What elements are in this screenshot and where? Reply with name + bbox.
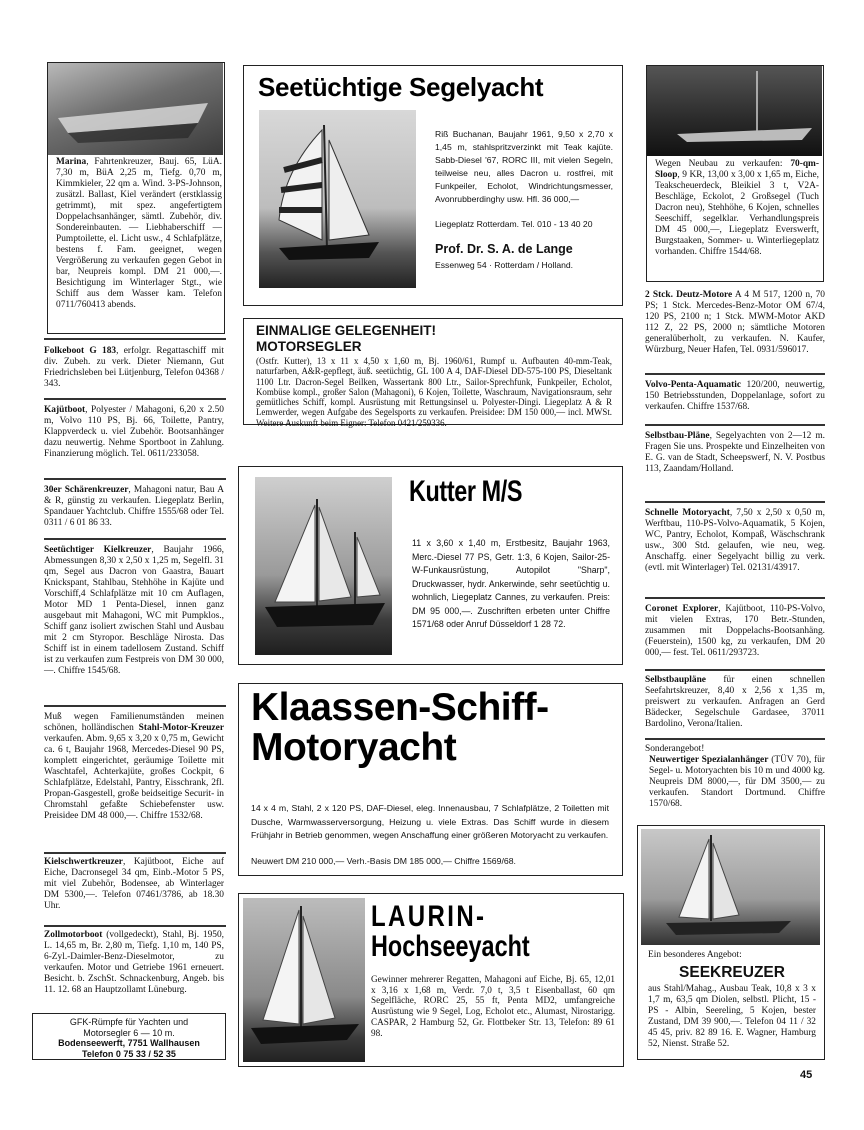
segelyacht-liegeplatz: Liegeplatz Rotterdam. Tel. 010 - 13 40 20 — [435, 219, 593, 229]
seekreuzer-title: SEEKREUZER — [679, 964, 785, 981]
stahlmotorkreuzer-ad: Muß wegen Familienumständen meinen schönen, holländischen Stahl-Motor-Kreuzer verkaufen. Abm. 9,65 x 3,20 x 0,75 m, Gewicht ca. 6 t, Baujahr 1968, Mercedes-Diesel 90 PS, komplett eingerichtet, geräumige Toilette mit Waschtafel, Achterkajüte, großes Cockpit, 6 Schlafplätze, Edelstahl, Pantry, Eisschrank, 2fl. Propan-Gasgestell, große beidseitige Securit- in Chromstahl gefaßte Schiebefenster usw. Preisidee DM 48 000,—. Chiffre 1532/68. — [44, 712, 224, 821]
klaassen-title1: Klaassen-Schiff- — [251, 686, 549, 729]
zollmotorboot-ad: Zollmotorboot (vollgedeckt), Stahl, Bj. 1950, L. 14,65 m, Br. 2,80 m, Tiefg. 1,10 m, 140 PS, 6-Zyl.-Daimler-Benz-Dieselmotor, zu verkaufen. Motor und Getriebe 1961 erneuert. Besicht. b. ZschSt. Schnackenburg, Angeb. bis 11. 12. 68 an Hauptzollamt Lüneburg. — [44, 930, 224, 995]
coronet-ad: Coronet Explorer, Kajütboot, 110-PS-Volvo, mit vielen Extras, 170 Betr.-Stunden, zusammen mit Doppelachs-Bootsanhäng. (Feuerstein), 1500 kg, zu verkaufen, DM 20 000,— fest. Tel. 0611/293723. — [645, 604, 825, 658]
motorsegler-ad — [243, 318, 623, 428]
laurin-title1: LAURIN- — [371, 900, 487, 933]
segelyacht-ad — [243, 65, 623, 306]
seekreuzer-pre: Ein besonderes Angebot: — [648, 950, 742, 960]
laurin-image-icon — [243, 898, 365, 1062]
klaassen-body: 14 x 4 m, Stahl, 2 x 120 PS, DAF-Diesel, eleg. Innenausbau, 7 Schlafplätze, 2 Toiletten mit Dusche, Warmwasserversorgung, Heizung u. viele Extras. Das Schiff wurde in diesem Frühjahr in Betrieb genommen, wegen Anschaffung einer größeren Motoryacht zu verkaufen. — [251, 803, 609, 840]
marina-text: Marina, Fahrtenkreuzer, Bauj. 65, LüA. 7,30 m, BüA 2,25 m, Tiefg. 0,70 m, Kimmkieler, 22 qm a. Wind. 3-PS-Johnson, zusätzl. Ballast, Kiel verändert (erstklassig getrimmt), mit spez. angefertigtem Doppelachsanhänger, sämtl. Zubehör, div. Sondereinbauten. — Liebhaberschiff — Pumptoilette, el. Licht usw., 4 Schlafplätze, bestens f. Fam. geeignet, wegen Vergrößerung zu verkaufen gegen Gebot in bar, Neupreis kompl. DM 21 000,—. Besichtigung im Winterlager Stgt., wie Schiff aus dem Wasser kam. Telefon 0711/760413 abends. — [56, 157, 222, 310]
segelyacht-body: Riß Buchanan, Baujahr 1961, 9,50 x 2,70 x 1,45 m, stahlspritzverzinkt mit Teak kajüte. Sabb-Diesel '67, RORC III, mit vielen Segeln, teilweise neu, alles Dacron u. rostfrei, mit Funkpeiler, Echolot, Windrichtungsmesser, Avonrubberdinghy usw. Hfl. 36 000,— — [435, 129, 613, 204]
kajuetboot-ad: Kajütboot, Polyester / Mahagoni, 6,20 x 2.50 m, Volvo 110 PS, Bj. 66, Toilette, Pantry, Klappverdeck u. viel Zubehör. Bootsanhänger dazu neuwertig. Nehme Sportboot in Zahlung. Finanzierung möglich. Tel. 0611/233058. — [44, 405, 224, 459]
laurin-photo — [243, 898, 365, 1062]
volvo-ad: Volvo-Penta-Aquamatic 120/200, neuwertig, 150 Betriebsstunden, Doppelanlage, sofort zu verkaufen. Chiffre 1537/68. — [645, 380, 825, 412]
sloop-photo — [647, 66, 822, 156]
gfk-ad: GFK-Rümpfe für Yachten und Motorsegler 6 — 10 m. Bodenseewerft, 7751 Wallhausen Telefon 0 75 33 / 52 35 — [32, 1013, 226, 1060]
laurin-ad — [238, 893, 624, 1067]
kutter-title: Kutter M/S — [409, 475, 523, 508]
motoryacht-ad: Schnelle Motoryacht, 7,50 x 2,50 x 0,50 m, Werftbau, 110-PS-Volvo-Aquamatik, 5 Kojen, WC, Pantry, Echolot, Kompaß, Wäschschrank usw., 300 Std. gelaufen, wie neu, weg. Anschaffg. einer Segelyacht billig zu verk. (evtl. mit Winterlager) Tel. 02131/43917. — [645, 508, 826, 573]
klaassen-title2: Motoryacht — [251, 726, 457, 769]
sailboat-image-icon — [259, 110, 416, 288]
seekreuzer-text: aus Stahl/Mahag., Ausbau Teak, 10,8 x 3 x 1,7 m, 63,5 qm Diolen, selbstl. Plicht, 15 - PS - Albin, Seereling, 5 Kojen, bester Zustand, DM 39 900,—. Telefon 04 11 / 32 45 45, priv. 82 89 16. E. Wagner, Hamburg 52, Nienst. Straße 52. — [648, 984, 816, 1049]
kielkreuzer-ad: Seetüchtiger Kielkreuzer, Baujahr 1966, Abmessungen 8,30 x 2,50 x 1,25 m, Segelfl. 31 qm, Segel aus Dacron von Gaastra, Bauart Knickspant, Stahlbau, Stehhöhe in Kajüte und Vorschiff,4 Schlafplätze mit 10 cm Auflagen, Motor MD 1 Penta-Diesel, innen ganz ausgebaut mit Mahagoni, WC mit Pumpklos., Schiff ganz isoliert zwischen Stahl und Ausbau mit 2 cm Styropor. Beschläge Nirosta. Das Schiff ist in einem tadellosem Zustand. Schiff ist zu verkaufen zum Festpreis von DM 30 000,—. Chiffre 1545/68. — [44, 545, 224, 676]
selbstbau-ad: Selbstbau-Pläne, Segelyachten von 2—12 m. Fragen Sie uns. Prospekte und Einzelheiten von E. G. van de Stadt, Scheepswerf, N. V. Postbus 113, Zaandam/Holland. — [645, 431, 825, 474]
anhaenger-ad: Sonderangebot! Neuwertiger Spezialanhänger (TÜV 70), für Segel- u. Motoryachten bis 10 m und 4000 kg. Neupreis DM 8000,—, für DM 3500,— zu verkaufen. Standort Dortmund. Chiffre 1570/68. — [645, 744, 825, 809]
motorsegler-title2: MOTORSEGLER — [256, 339, 362, 354]
deutz-ad: 2 Stck. Deutz-Motore A 4 M 517, 1200 n, 70 PS; 1 Stck. Mercedes-Benz-Motor OM 67/4, 120 PS, 2100 n; 1 Stck. MWM-Motor AKD 112 Z, 22 PS, 2000 n; sämtliche Motoren generalüberholt, zu verkaufen. N. Kaufer, Würzburg, Neuer Hafen, Tel. 0931/596017. — [645, 290, 825, 355]
motorsegler-title1: EINMALIGE GELEGENHEIT! — [256, 323, 437, 338]
klaassen-price: Neuwert DM 210 000,— Verh.-Basis DM 185 000,— Chiffre 1569/68. — [251, 856, 516, 866]
laurin-body: Gewinner mehrerer Regatten, Mahagoni auf Eiche, Bj. 65, 12,01 x 3,16 x 1,68 m, Verdr. 7,0 t, 3,5 t Eisenballast, 60 qm Segelfläche, RORC 25, 55 ft, Penta MD2, umfangreiche Ausrüstung wie 9 Segel, Log, Echolot etc., Alumast, Nirostarigg. CASPAR, 2 Hamburg 52, Gr. Flottbeker Str. 13, Telefon: 89 61 98. — [371, 974, 615, 1038]
kielschwert-ad: Kielschwertkreuzer, Kajütboot, Eiche auf Eiche, Dacronsegel 34 qm, Einb.-Motor 5 PS, mit viel Zubehör, Bodensee, ab Winterlager DM 5300,—. Telefon 07461/3786, ab 18.30 Uhr. — [44, 857, 224, 911]
segelyacht-title: Seetüchtige Segelyacht — [258, 72, 544, 102]
seekreuzer-image-icon — [641, 829, 820, 945]
sloop-image-icon — [647, 66, 822, 156]
seekreuzer-ad — [637, 825, 825, 1060]
marina-boat-photo — [48, 63, 223, 155]
folkeboot-ad: Folkeboot G 183, erfolgr. Regattaschiff mit div. Zubeh. zu verk. Dieter Niemann, Gut Friedrichsleben bei Lütjenburg, Telefon 04368 / 343. — [44, 346, 224, 389]
marina-ad — [47, 62, 225, 334]
motorsegler-body: (Ostfr. Kutter), 13 x 11 x 4,50 x 1,60 m, Bj. 1960/61, Rumpf u. Aufbauten 40-mm-Teak, naturfarben, A&R-gepflegt, äuß. seetüchtig, GL 100 A 4, DAF-Diesel DD-575-100 PS, Dieseltank 1100 Ltr. Dacron-Segel Beilken, Wassertank 800 Ltr., Sailor-Sprechfunk, Funkpeiler, Echolot, Kombüse kompl., großer Salon (Mahagoni), 6 Kojen, Toilette, Waschraum, Navigationsraum, sehr gemütliches Schiff, kompl. Ausrüstung mit Rettungsinsel u. Polyester-Dingi. Liegeplatz A & R Lemwerder, wegen Aufgabe des Segelsports zu verkaufen. Preisidee: DM 150 000,— incl. MWSt. Weitere Auskunft beim Eigner: Telefon 0421/259336. — [256, 356, 612, 428]
segelyacht-contact-name: Prof. Dr. S. A. de Lange — [435, 242, 573, 256]
page-number: 45 — [800, 1069, 813, 1081]
laurin-title2: Hochseeyacht — [371, 930, 530, 963]
sloop-text: Wegen Neubau zu verkaufen: 70-qm-Sloop, 9 KR, 13,00 x 3,00 x 1,65 m, Eiche, Teakscheuerdeck, Bleikiel 3 t, V2A-Beschläge, Eckolot, 2 Großsegel (Tuch Dacron neu), Stehhöhe, 6 Kojen, schnelles Seeschiff, segelklar. Verhandlungspreis DM 45 000,—, Liegeplatz Everswerft, Burgstaaken, Sommer- u. Winterliegeplatz vorhanden. Chiffre 1544/68. — [655, 159, 819, 257]
kutter-image-icon — [255, 477, 392, 655]
kutter-body: 11 x 3,60 x 1,40 m, Erstbesitz, Baujahr 1963, Merc.-Diesel 77 PS, Getr. 1:3, 6 Kojen, Sailor-25-W-Funkausrüstung, Autopilot "Sharp", Druckwasser, hydr. Ankerwinde, sehr seetüchtig u. wohnlich, Liegeplatz Cannes, zu verkaufen. Preis: DM 95 000,—. Zuschriften erbeten unter Chiffre 1571/68 oder Anruf Düsseldorf 1 28 72. — [412, 538, 610, 629]
segelyacht-photo — [259, 110, 416, 288]
sloop-ad — [646, 65, 824, 282]
boat-image-icon — [48, 63, 223, 155]
kutter-ad — [238, 466, 623, 665]
bauplaene-ad: Selbstbaupläne für einen schnellen Seefahrtskreuzer, 8,40 x 2,56 x 1,35 m, preiswert zu verkaufen. Anfragen an Gerd Bädecker, Segelschule Gardasee, 37011 Bardolino, Verona/Italien. — [645, 675, 825, 729]
kutter-photo — [255, 477, 392, 655]
seekreuzer-photo — [641, 829, 820, 945]
segelyacht-contact-address: Essenweg 54 · Rotterdam / Holland. — [435, 260, 574, 270]
klaassen-ad — [238, 683, 623, 876]
schaerenkreuzer-ad: 30er Schärenkreuzer, Mahagoni natur, Bau A & R, günstig zu verkaufen. Liegeplatz Berlin, Spandauer Yachtclub. Chiffre 1555/68 oder Tel. 0311 / 6 01 86 33. — [44, 485, 224, 528]
